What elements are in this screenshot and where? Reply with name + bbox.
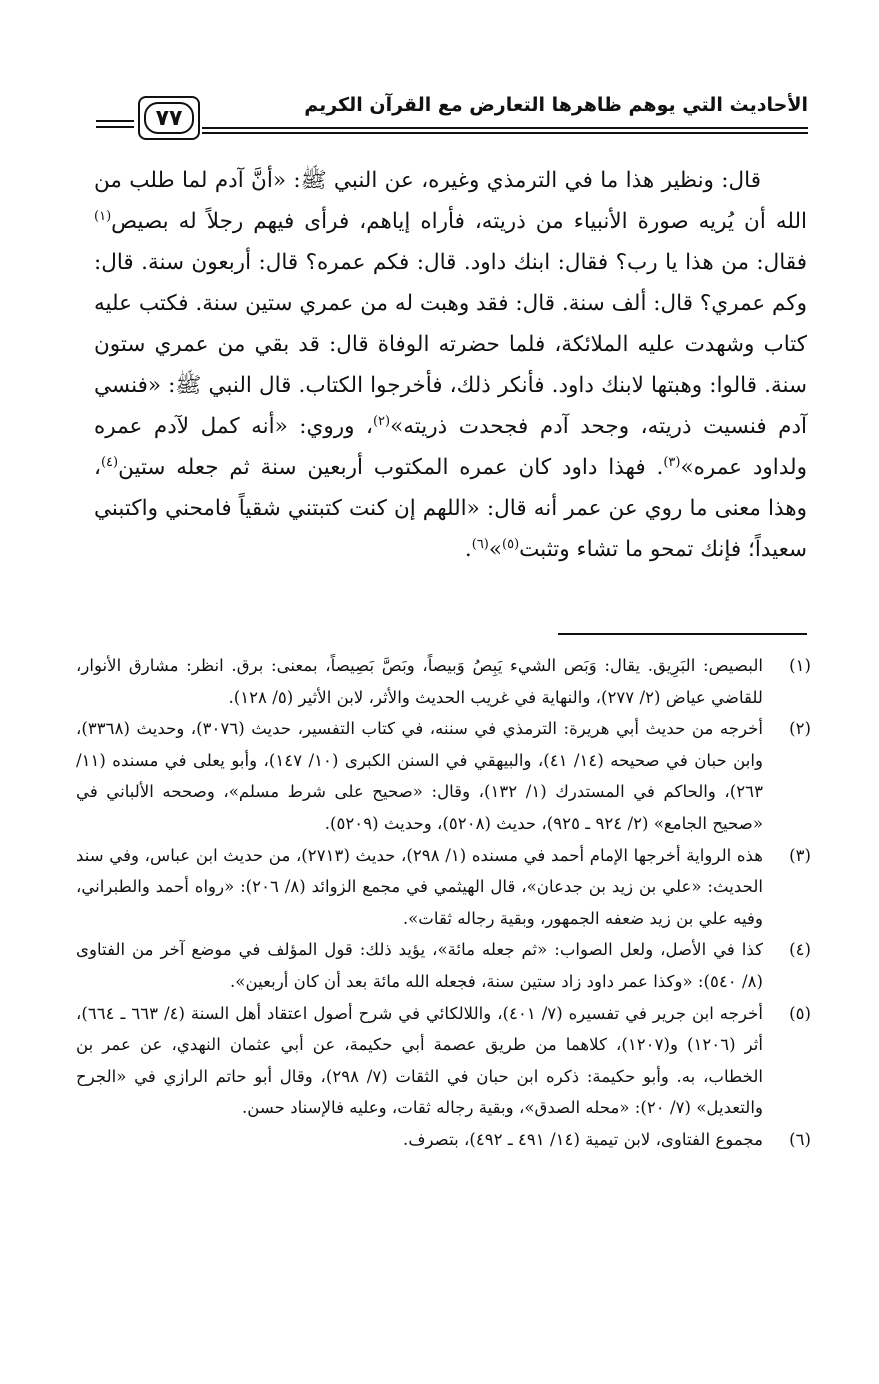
footnote-text: كذا في الأصل، ولعل الصواب: «ثم جعله مائة»، يؤيد ذلك: قول المؤلف في موضع آخر من الفتاوى (٨/ ٥٤٠): «وكذا عمر داود زاد ستين سنة، فجعله الله مائة بعد أن كان أربعين».: [76, 940, 763, 991]
running-header: [96, 88, 808, 150]
footnote: [76, 934, 811, 997]
footnote-number: (٢): [789, 719, 811, 739]
footnote-marker: (٢): [372, 413, 391, 429]
footnote-marker: (٣): [663, 454, 681, 470]
text-run: قال: ونظير هذا ما في الترمذي وغيره، عن النبي ﷺ: «أنَّ آدم لما طلب من الله أن يُريه صورة الأنبياء من ذريته، فأراه إياهم، فرأى فيهم رجلاً له بصيص: [94, 168, 807, 234]
text-run: فقال: من هذا يا رب؟ فقال: ابنك داود. قال: فكم عمره؟ قال: أربعون سنة. قال: وكم عمري؟ قال: ألف سنة. قال: فقد وهبت له من عمري ستين سنة. فكتب عليه كتاب وشهدت عليه الملائكة، فلما حضرته الوفاة قال: قد بقي من عمري ستون سنة. قالوا: وهبتها لابنك داود. فأنكر ذلك، فأخرجوا الكتاب. قال النبي ﷺ: «فنسي آدم فنسيت ذريته، وجحد آدم فجحدت ذريته»: [94, 250, 807, 439]
footnote-number: (٤): [789, 940, 811, 960]
text-run: »: [488, 537, 503, 562]
footnote: [76, 840, 811, 935]
footnote-marker: (٦): [471, 536, 489, 552]
header-rule: [202, 132, 808, 134]
page-number: ٧٧: [144, 102, 194, 134]
footnote-marker: (١): [94, 208, 112, 224]
main-text: [94, 160, 807, 570]
footnote: [76, 713, 811, 839]
footnote-text: هذه الرواية أخرجها الإمام أحمد في مسنده (١/ ٢٩٨)، حديث (٢٧١٣)، من حديث ابن عباس، وفي سند الحديث: «علي بن زيد بن جدعان»، قال الهيثمي في مجمع الزوائد (٨/ ٢٠٦): «رواه أحمد والطبراني، وفيه علي بن زيد ضعفه الجمهور، وبقية رجاله ثقات».: [76, 845, 764, 928]
text-run: ، وهذا معنى ما روي عن عمر أنه قال: «اللهم إن كنت كتبتني شقياً فامحني واكتبني سعيداً؛ فإنك تمحو ما تشاء وتثبت: [94, 455, 807, 562]
footnote-text: أخرجه من حديث أبي هريرة: الترمذي في سننه، في كتاب التفسير، حديث (٣٠٧٦)، وحديث (٣٣٦٨)، وابن حبان في صحيحه (١٤/ ٤١)، والبيهقي في السنن الكبرى (١٠/ ١٤٧)، وأبو يعلى في مسنده (١١/ ٢٦٣)، والحاكم في المستدرك (١/ ١٣٢)، وقال: «صحيح على شرط مسلم»، وصححه الألباني في «صحيح الجامع» (٢/ ٩٢٤ ـ ٩٢٥)، حديث (٥٢٠٨)، وحديث (٥٢٠٩).: [76, 719, 763, 833]
main-paragraph: [94, 160, 807, 570]
header-rule: [202, 127, 808, 129]
book-title: الأحاديث التي يوهم ظاهرها التعارض مع القرآن الكريم: [304, 94, 808, 116]
footnotes: [76, 650, 811, 1156]
footnote: [76, 1124, 811, 1156]
footnote-marker: (٤): [100, 454, 119, 470]
footnote-text: أخرجه ابن جرير في تفسيره (٧/ ٤٠١)، واللالكائي في شرح أصول اعتقاد أهل السنة (٤/ ٦٦٣ ـ ٦٦٤)، أثر (١٢٠٦) و(١٢٠٧)، كلاهما من طريق عصمة أبي حكيمة، عن أبي عثمان النهدي، عن عمر بن الخطاب، به. وأبو حكيمة: ذكره ابن حبان في الثقات (٧/ ٢٩٨)، وقال أبو حاتم الرازي في «الجرح والتعديل» (٧/ ٢٠): «محله الصدق»، وبقية رجاله ثقات، وعليه فالإسناد حسن.: [76, 1003, 763, 1118]
footnote-text: البصيص: البَرِيق. يقال: وَبَص الشيء يَبِصُ وَبيصاً، وبَصَّ بَصِيصاً، بمعنى: برق. انظر: مشارق الأنوار، للقاضي عياض (٢/ ٢٧٧)، والنهاية في غريب الحديث والأثر، لابن الأثير (٥/ ١٢٨).: [76, 656, 763, 707]
header-side-rules: [96, 120, 134, 132]
footnote-number: (٣): [789, 845, 811, 865]
text-run: . فهذا داود كان عمره المكتوب أربعين سنة ثم جعله ستين: [118, 455, 664, 480]
footnote: [76, 998, 811, 1124]
page-number-frame: [138, 96, 200, 140]
footnote-number: (٦): [789, 1129, 811, 1149]
footnote-separator: [558, 633, 807, 635]
footnote-text: مجموع الفتاوى، لابن تيمية (١٤/ ٤٩١ ـ ٤٩٢)، بتصرف.: [403, 1129, 763, 1149]
text-run: ، وروي: «أنه كمل لآدم عمره ولداود عمره»: [94, 414, 807, 480]
text-run: .: [464, 537, 472, 562]
footnote: [76, 650, 811, 713]
footnote-number: (٥): [789, 1003, 811, 1023]
footnote-marker: (٥): [502, 536, 520, 552]
footnote-number: (١): [789, 656, 811, 675]
